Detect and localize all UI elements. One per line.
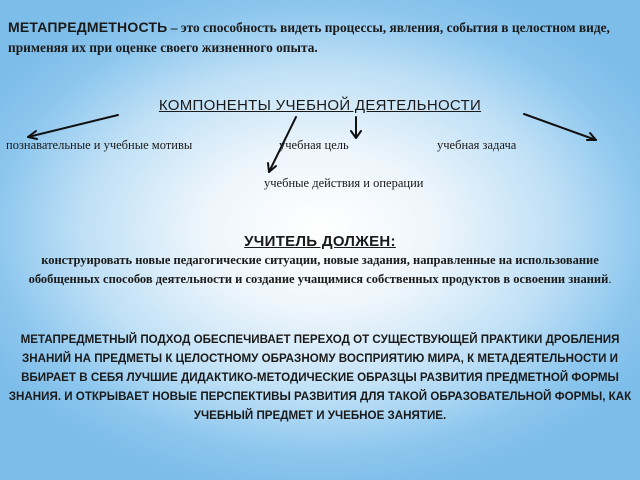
components-title: КОМПОНЕНТЫ УЧЕБНОЙ ДЕЯТЕЛЬНОСТИ — [158, 97, 482, 114]
teacher-paragraph — [4, 251, 636, 289]
arrow-to-goal-icon — [351, 117, 361, 138]
definition-term: МЕТАПРЕДМЕТНОСТЬ — [8, 19, 168, 35]
teacher-text: конструировать новые педагогические ситуации, новые задания, направленные на использование обобщенных способов деятельности и создание учащимися собственных продуктов в освоении знаний — [28, 253, 609, 286]
component-motives: познавательные и учебные мотивы — [6, 138, 193, 152]
teacher-title: УЧИТЕЛЬ ДОЛЖЕН: — [244, 233, 396, 250]
component-goal: учебная цель — [279, 138, 349, 152]
component-actions: учебные действия и операции — [264, 176, 424, 190]
arrow-to-motives-icon — [28, 115, 118, 139]
definition-text: – это способность видеть процессы, явления, события в целостном виде, применяя их при оценке своего жизненного опыта. — [8, 20, 610, 55]
component-task: учебная задача — [437, 138, 517, 152]
approach-paragraph: МЕТАПРЕДМЕТНЫЙ ПОДХОД ОБЕСПЕЧИВАЕТ ПЕРЕХОД ОТ СУЩЕСТВУЮЩЕЙ ПРАКТИКИ ДРОБЛЕНИЯ ЗНАНИЙ НА ПРЕДМЕТЫ К ЦЕЛОСТНОМУ ОБРАЗНОМУ ВОСПРИЯТИЮ МИРА, К МЕТАДЕЯТЕЛЬНОСТИ И ВБИРАЕТ В СЕБЯ ЛУЧШИЕ ДИДАКТИКО-МЕТОДИЧЕСКИЕ ОБРАЗЦЫ РАЗВИТИЯ ПРЕДМЕТНОЙ ФОРМЫ ЗНАНИЯ. И ОТКРЫВАЕТ НОВЫЕ ПЕРСПЕКТИВЫ РАЗВИТИЯ ДЛЯ ТАКОЙ ОБРАЗОВАТЕЛЬНОЙ ФОРМЫ, КАК УЧЕБНЫЙ ПРЕДМЕТ И УЧЕБНОЕ ЗАНЯТИЕ. — [8, 333, 632, 422]
arrow-to-task-icon — [524, 114, 596, 140]
teacher-period: . — [608, 272, 612, 286]
